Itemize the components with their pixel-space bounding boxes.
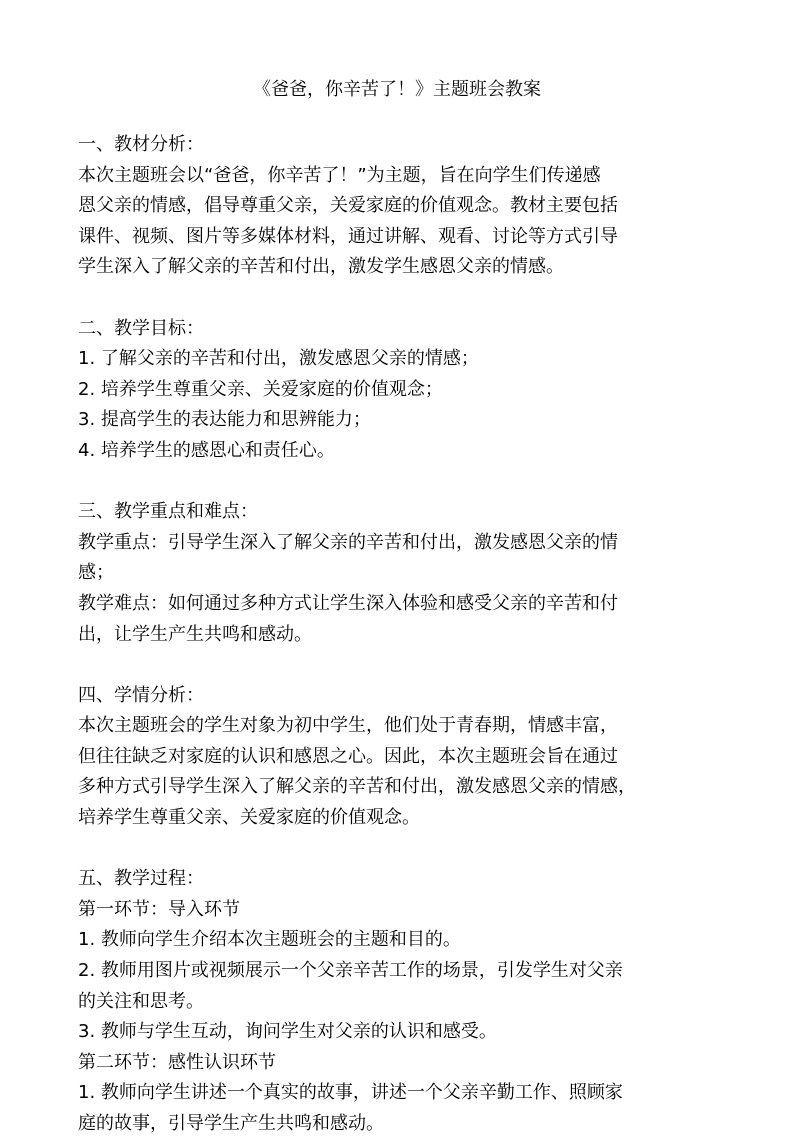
list-item: 1. 教师向学生讲述一个真实的故事，讲述一个父亲辛勤工作、照顾家 [78, 1082, 623, 1104]
list-item: 2. 培养学生尊重父亲、关爱家庭的价值观念； [78, 378, 443, 400]
list-item: 3. 教师与学生互动，询问学生对父亲的认识和感受。 [78, 1021, 497, 1043]
section-heading: 四、学情分析： [78, 684, 204, 706]
section-heading: 三、教学重点和难点： [78, 501, 258, 523]
list-item: 1. 了解父亲的辛苦和付出，激发感恩父亲的情感； [78, 348, 479, 370]
subsection-heading: 第二环节：感性认识环节 [78, 1051, 276, 1073]
paragraph-line: 培养学生尊重父亲、关爱家庭的价值观念。 [78, 807, 420, 829]
spacer [78, 834, 728, 865]
list-item: 4. 培养学生的感恩心和责任心。 [78, 439, 335, 461]
list-item: 1. 教师向学生介绍本次主题班会的主题和目的。 [78, 929, 461, 951]
list-item-continuation: 庭的故事，引导学生产生共鸣和感动。 [78, 1113, 384, 1134]
paragraph-line: 教学重点：引导学生深入了解父亲的辛苦和付出，激发感恩父亲的情 [78, 531, 618, 553]
spacer [78, 283, 728, 314]
paragraph-line: 学生深入了解父亲的辛苦和付出，激发学生感恩父亲的情感。 [78, 256, 564, 278]
subsection-heading: 第一环节：导入环节 [78, 898, 240, 920]
section-heading: 一、教材分析： [78, 134, 204, 155]
list-item: 2. 教师用图片或视频展示一个父亲辛苦工作的场景，引发学生对父亲 [78, 960, 623, 982]
list-item-continuation: 的关注和思考。 [78, 990, 204, 1012]
spacer [78, 467, 728, 498]
paragraph-line: 课件、视频、图片等多媒体材料，通过讲解、观看、讨论等方式引导 [78, 225, 618, 247]
paragraph-line: 本次主题班会的学生对象为初中学生，他们处于青春期，情感丰富， [78, 715, 618, 737]
section-heading: 五、教学过程： [78, 868, 204, 890]
paragraph-line: 多种方式引导学生深入了解父亲的辛苦和付出，激发感恩父亲的情感， [78, 776, 636, 798]
section-heading: 二、教学目标： [78, 317, 204, 339]
paragraph-line: 但往往缺乏对家庭的认识和感恩之心。因此，本次主题班会旨在通过 [78, 745, 618, 767]
document-body [78, 130, 728, 1140]
paragraph-line: 恩父亲的情感，倡导尊重父亲，关爱家庭的价值观念。教材主要包括 [78, 195, 618, 217]
spacer [78, 650, 728, 681]
document-title: 《爸爸，你辛苦了！》主题班会教案 [253, 79, 541, 100]
paragraph-line: 出，让学生产生共鸣和感动。 [78, 623, 312, 645]
paragraph-line: 感； [78, 562, 114, 584]
list-item: 3. 提高学生的表达能力和思辨能力； [78, 409, 371, 431]
paragraph-line: 教学难点：如何通过多种方式让学生深入体验和感受父亲的辛苦和付 [78, 592, 618, 614]
paragraph-line: 本次主题班会以“爸爸，你辛苦了！”为主题，旨在向学生们传递感 [78, 164, 601, 186]
